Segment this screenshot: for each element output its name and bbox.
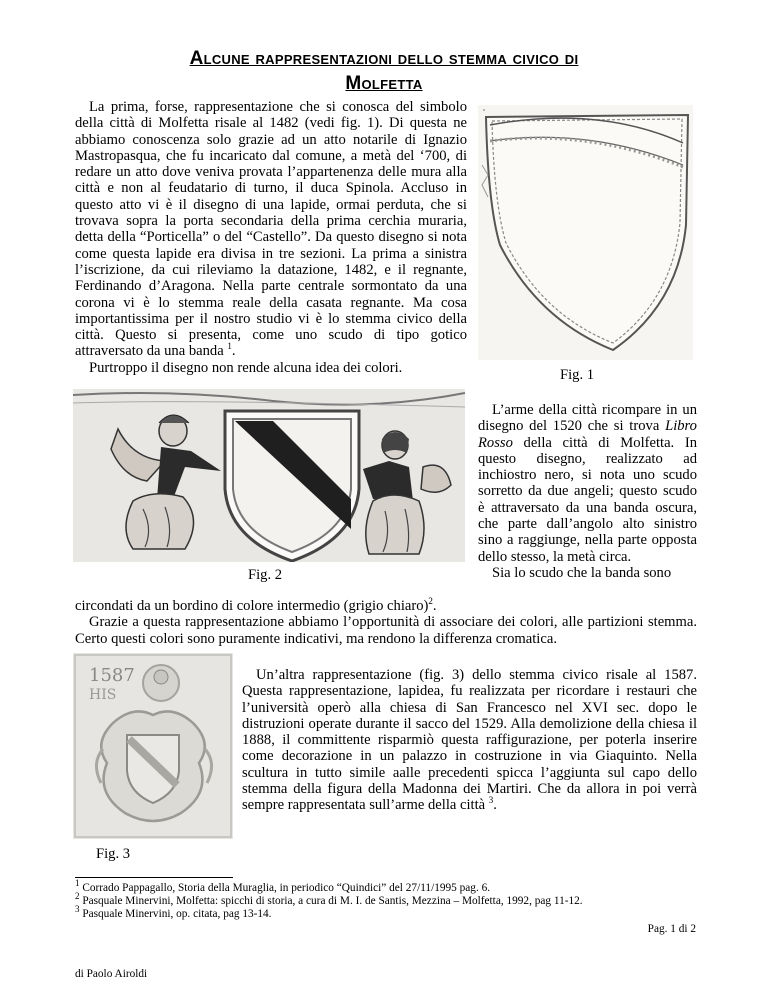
footnote-3 [75,904,715,921]
footnote-2 [75,891,715,908]
page-title [40,46,728,96]
footnote-2-text: Pasquale Minervini, Molfetta: spicchi di storia, a cura di M. I. de Santis, Mezzina – Molfetta, 1992, pag 11-12. [82,895,583,907]
footnote-3-text: Pasquale Minervini, op. citata, pag 13-14. [82,908,272,920]
paragraph-2-end: . [432,598,437,614]
paragraph-2-cont: Sia lo scudo che la banda sono [492,564,672,581]
footnote-1-num: 1 [75,878,80,889]
paragraph-2-wrap: circondati da un bordino di colore intermedio (grigio chiaro) [75,598,429,614]
paragraph-2-rest: della città di Molfetta. In questo disegno, realizzato ad inchiostro nero, si nota uno scudo sorretto da due angeli; questo scudo è attraversato da una banda oscura, che parte dall’angolo alto sinistro sino a raggiunge, nella parte opposta dello stesso, la metà circa. [478,434,698,565]
figure-1-caption: Fig. 1 [560,367,595,383]
footnote-ref-1: 1 [227,341,232,352]
paragraph-1-end: . [231,343,236,360]
figure-2-caption: Fig. 2 [248,567,283,583]
figure-2 [73,389,465,562]
paragraph-2-start: L’arme della città ricompare in un disegno del 1520 che si trova [478,402,697,435]
figure-1 [478,105,693,360]
paragraph-1 [75,99,467,376]
footnote-divider [75,877,233,878]
paragraph-1b: Purtroppo il disegno non rende alcuna idea dei colori. [89,359,403,376]
page-number: Pag. 1 di 2 [647,923,696,935]
footnotes [75,878,715,921]
footnote-1 [75,878,715,895]
author: di Paolo Airoldi [75,968,148,980]
paragraph-3-text: Grazie a questa rappresentazione abbiamo l’opportunità di associare dei colori, alle partizioni stemma. Certo questi colori sono puramente indicativi, ma rendono la differenza cromatica. [75,614,697,647]
shield-with-angels-drawing [73,389,465,562]
figure-3 [73,653,233,839]
paragraph-2 [478,402,697,581]
footnote-ref-2: 2 [428,596,433,607]
gothic-shield-drawing [478,105,693,360]
paragraph-4-end: . [493,797,497,814]
relief-inscription: 1587 [89,665,135,686]
figure-3-caption: Fig. 3 [96,846,131,862]
stone-relief-drawing [73,653,233,839]
footnote-1-text: Corrado Pappagallo, Storia della Muraglia, in periodico “Quindici” del 27/11/1995 pag. 6. [82,882,491,894]
paragraph-2-italic: Libro Rosso [478,418,697,451]
paragraph-1-text: La prima, forse, rappresentazione che si conosca del simbolo della città di Molfetta risale al 1482 (vedi fig. 1). Di questa ne abbiamo conoscenza solo grazie ad un atto notarile di Ignazio Mastropasqua, che fu incaricato dal comune, a metà del ‘700, di redare un atto dove veniva provata l’appartenenza delle mura alla città e non al feudatario di turno, il duca Spinola. Accluso in questo atto vi è il disegno di una lapide, ormai perduta, che si trovava sopra la porta secondaria della prima cerchia muraria, detta della “Porticella” o del “Castello”. Da questo disegno si nota come questa lapide era divisa in tre sezioni. La prima a sinistra l’iscrizione, da cui rileviamo la datazione, 1482, e il regnante, Ferdinando d’Aragona. Nella parte centrale sormontato da una corona vi è lo stemma reale della casata regnante. Ma cosa importantissima per il nostro studio vi è lo stemma civico della città. Questo si presenta, come uno scudo di tipo gotico attraversato da una banda [75,99,467,360]
svg-text:HIS: HIS [89,687,117,703]
footnote-3-num: 3 [75,904,80,915]
title-line-2: Molfetta [345,73,423,94]
footnote-2-num: 2 [75,891,80,902]
footnote-ref-3: 3 [488,795,494,806]
title-line-1: Alcune rappresentazioni dello stemma civico di [189,48,579,69]
paragraph-4 [242,667,697,814]
paragraph-4-text: Un’altra rappresentazione (fig. 3) dello stemma civico risale al 1587. Questa rappresentazione, lapidea, fu realizzata per ricordare i restauri che l’università operò alla chiesa di San Francesco nel XVI sec. dopo le distruzioni operate durante il sacco del 1529. Alla demolizione della chiesa il 1888, il committente risparmiò questa raffigurazione, per poterla inserire come decorazione in un palazzo in costruzione in via Giaquinto. Nella scultura in tutto simile aalle precedenti spicca l’aggiunta sul capo dello stemma della figura della Madonna dei Martiri. Che da allora in poi verrà sempre rappresentata sull’arme della città [242,667,697,814]
paragraph-3 [75,598,697,647]
